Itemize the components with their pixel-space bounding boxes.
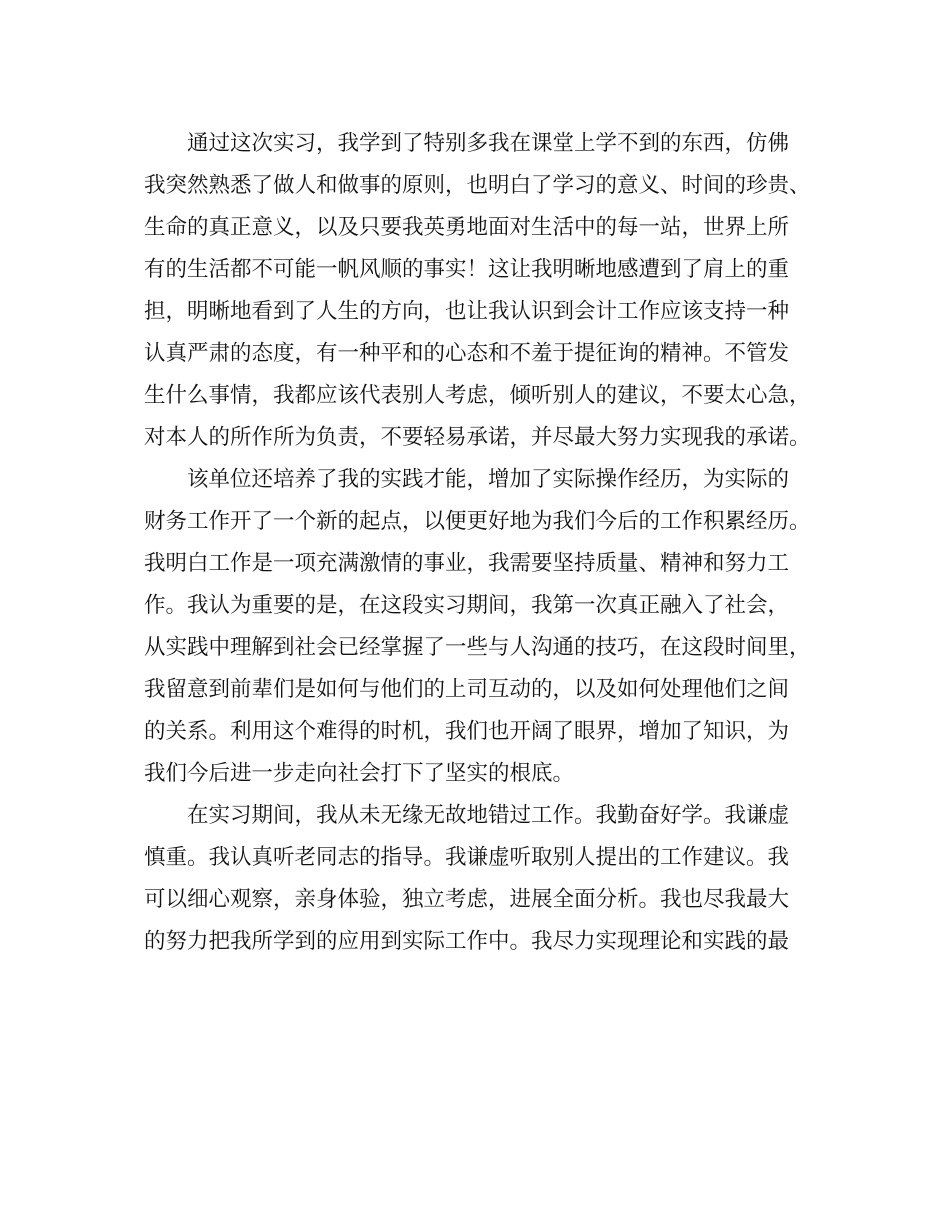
paragraph-2-line-5: 从实践中理解到社会已经掌握了一些与人沟通的技巧，在这段时间里，	[144, 635, 811, 660]
paragraph-1-line-1: 通过这次实习，我学到了特别多我在课堂上学不到的东西，仿佛	[187, 131, 790, 156]
paragraph-1-line-2: 我突然熟悉了做人和做事的原则，也明白了学习的意义、时间的珍贵、	[144, 173, 811, 198]
paragraph-2-line-7: 的关系。利用这个难得的时机，我们也开阔了眼界，增加了知识，为	[144, 719, 790, 744]
paragraph-3-line-3: 可以细心观察，亲身体验，独立考虑，进展全面分析。我也尽我最大	[144, 887, 790, 912]
paragraph-3-line-4: 的努力把我所学到的应用到实际工作中。我尽力实现理论和实践的最	[144, 929, 790, 954]
paragraph-2-line-1: 该单位还培养了我的实践才能，增加了实际操作经历，为实际的	[187, 467, 790, 492]
paragraph-2-line-3: 我明白工作是一项充满激情的事业，我需要坚持质量、精神和努力工	[144, 551, 790, 576]
paragraph-2-line-8: 我们今后进一步走向社会打下了坚实的根底。	[144, 761, 575, 786]
paragraph-1-line-6: 认真严肃的态度，有一种平和的心态和不羞于提征询的精神。不管发	[144, 341, 790, 366]
paragraph-3-line-2: 慎重。我认真听老同志的指导。我谦虚听取别人提出的工作建议。我	[144, 845, 790, 870]
paragraph-1-line-7: 生什么事情，我都应该代表别人考虑，倾听别人的建议，不要太心急，	[144, 383, 811, 408]
paragraph-3-line-1: 在实习期间，我从未无缘无故地错过工作。我勤奋好学。我谦虚	[187, 803, 790, 828]
paragraph-1-line-4: 有的生活都不可能一帆风顺的事实！这让我明晰地感遭到了肩上的重	[144, 257, 790, 282]
paragraph-2-line-2: 财务工作开了一个新的起点，以便更好地为我们今后的工作积累经历。	[144, 509, 811, 534]
paragraph-1-line-3: 生命的真正意义，以及只要我英勇地面对生活中的每一站，世界上所	[144, 215, 790, 240]
paragraph-2-line-6: 我留意到前辈们是如何与他们的上司互动的，以及如何处理他们之间	[144, 677, 790, 702]
paragraph-1-line-5: 担，明晰地看到了人生的方向，也让我认识到会计工作应该支持一种	[144, 299, 790, 324]
paragraph-1-line-8: 对本人的所作所为负责，不要轻易承诺，并尽最大努力实现我的承诺。	[144, 425, 811, 450]
paragraph-2-line-4: 作。我认为重要的是，在这段实习期间，我第一次真正融入了社会，	[144, 593, 790, 618]
